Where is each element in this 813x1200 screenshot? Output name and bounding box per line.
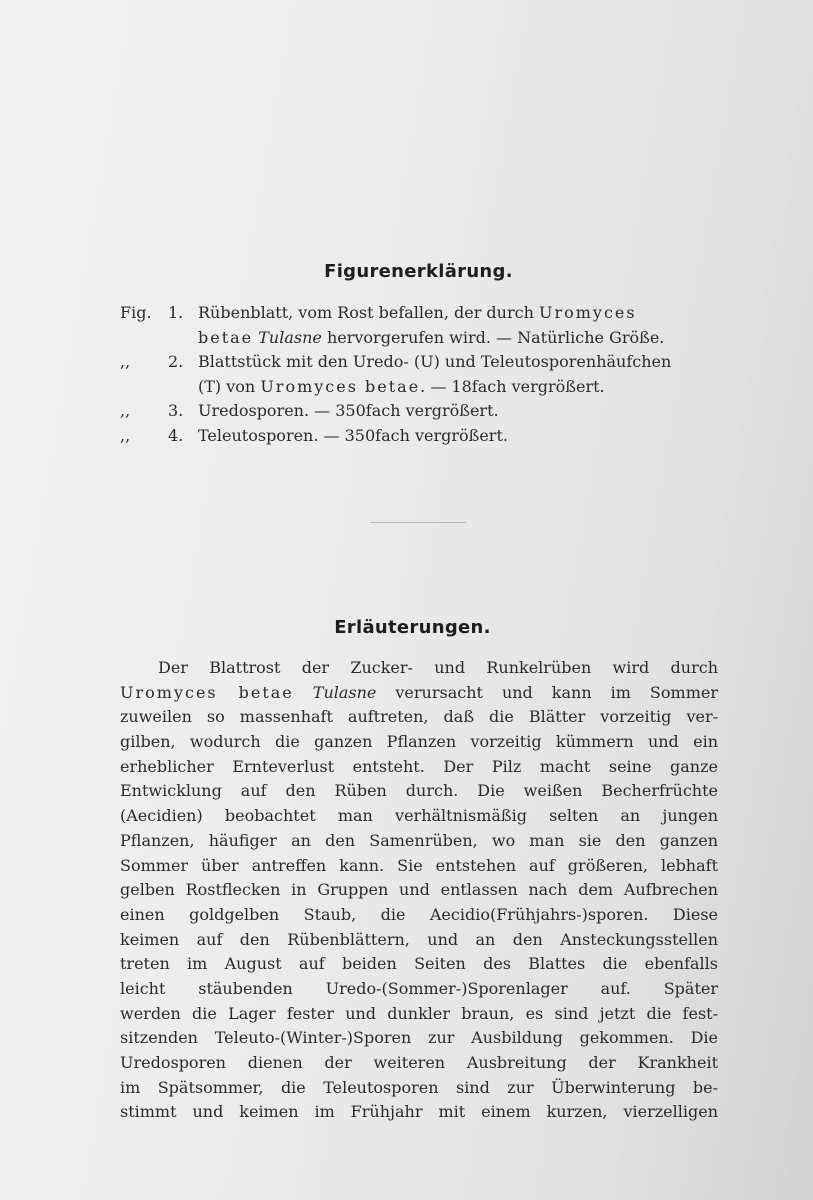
figure-legend-heading: Figurenerklärung. (324, 261, 513, 282)
body-line: Entwicklung auf den Rüben durch. Die weißen Becherfrüchte (120, 781, 718, 801)
legend-text: Uredosporen. — 350fach vergrößert. (198, 401, 499, 421)
body-line: stimmt und keimen im Frühjahr mit einem kurzen, vierzelligen (120, 1102, 718, 1122)
explanations-heading: Erläuterungen. (334, 617, 491, 638)
body-line (120, 681, 718, 706)
body-line: im Spätsommer, die Teleutosporen sind zur Überwinterung be- (120, 1077, 718, 1097)
legend-prefix: ,, (120, 425, 131, 445)
legend-number: 4. (168, 425, 184, 445)
body-line: gilben, wodurch die ganzen Pflanzen vorzeitig kümmern und ein (120, 732, 718, 752)
body-line: sitzenden Teleuto-(Winter-)Sporen zur Ausbildung gekommen. Die (120, 1028, 718, 1048)
legend-text: Blattstück mit den Uredo- (U) und Teleutosporenhäufchen (198, 352, 672, 372)
body-line: treten im August auf beiden Seiten des Blattes die ebenfalls (120, 954, 718, 974)
section-divider (370, 522, 466, 523)
legend-prefix: ,, (120, 352, 131, 372)
species-name: Uromyces betae (260, 376, 421, 396)
explanations-body (120, 656, 718, 1125)
species-name: Uromyces (538, 303, 637, 322)
legend-number: 2. (168, 352, 184, 372)
legend-text (198, 301, 730, 326)
body-line: (Aecidien) beobachtet man verhältnismäßig selten an jungen (120, 806, 718, 826)
body-line: zuweilen so massenhaft auftreten, daß die Blätter vorzeitig ver- (120, 707, 718, 727)
author-name: Tulasne (312, 682, 377, 702)
body-line: Pflanzen, häufiger an den Samenrüben, wo man sie den ganzen (120, 830, 718, 850)
legend-entry (120, 350, 730, 375)
body-line: keimen auf den Rübenblättern, und an den Ansteckungsstellen (120, 929, 718, 949)
body-line: Der Blattrost der Zucker- und Runkelrüben wird durch (158, 658, 718, 677)
body-line-rest: verursacht und kann im Sommer (395, 682, 718, 702)
body-line: einen goldgelben Staub, die Aecidio(Frühjahrs-)sporen. Diese (120, 904, 718, 924)
body-line: werden die Lager fester und dunkler braun, es sind jetzt die fest- (120, 1003, 718, 1023)
legend-prefix: ,, (120, 401, 131, 421)
body-line: erheblicher Ernteverlust entsteht. Der Pilz macht seine ganze (120, 756, 718, 776)
legend-number: 3. (168, 401, 184, 421)
legend-text: Teleutosporen. — 350fach vergrößert. (198, 425, 508, 445)
legend-entry (120, 424, 730, 449)
legend-text-part: hervorgerufen wird. — Natürliche Größe. (321, 327, 665, 347)
legend-entry (120, 399, 730, 424)
legend-continuation (120, 375, 730, 400)
species-name: Uromyces betae (120, 682, 294, 702)
legend-text-part: (T) von (198, 376, 261, 396)
species-name: betae (198, 327, 254, 347)
author-name: Tulasne (258, 327, 322, 347)
body-line: Uredosporen dienen der weiteren Ausbreitung der Krankheit (120, 1053, 718, 1072)
legend-continuation (120, 326, 730, 351)
legend-prefix: Fig. (120, 303, 152, 322)
legend-entry (120, 301, 730, 326)
body-line: Sommer über antreffen kann. Sie entstehen auf größeren, lebhaft (120, 855, 718, 875)
legend-number: 1. (168, 303, 184, 322)
body-line: leicht stäubenden Uredo-(Sommer-)Sporenlager auf. Später (120, 978, 718, 998)
legend-text-part: Rübenblatt, vom Rost befallen, der durch (198, 303, 539, 322)
figure-legend (120, 301, 730, 449)
legend-text-part: . — 18fach vergrößert. (420, 376, 605, 396)
body-line: gelben Rostflecken in Gruppen und entlassen nach dem Aufbrechen (120, 880, 718, 900)
